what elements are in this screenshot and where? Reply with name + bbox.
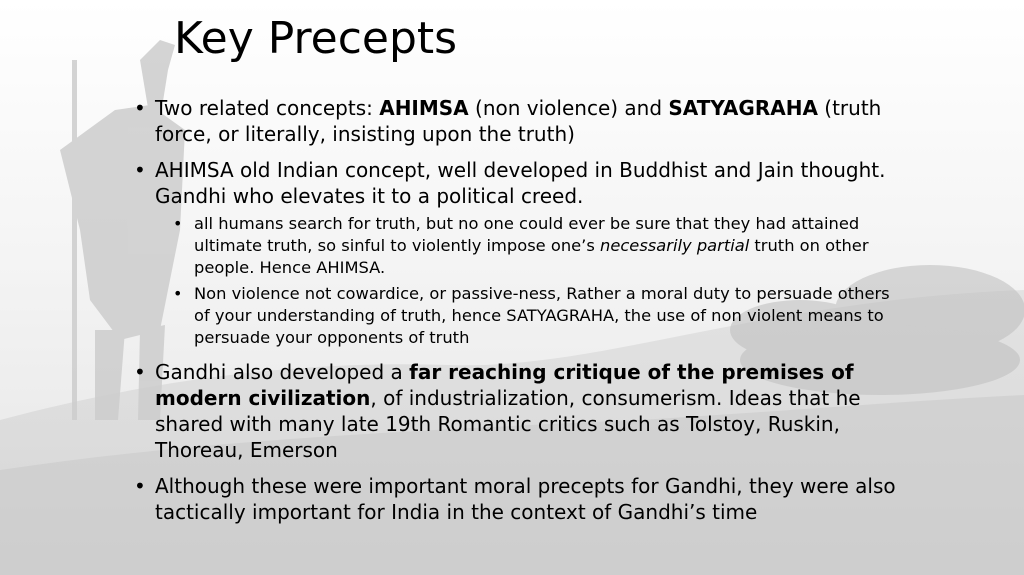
bullet-icon: • <box>173 214 183 233</box>
bullet-item: • Although these were important moral precepts for Gandhi, they were also tactically important for India in the context of Gandhi’s time <box>134 474 896 524</box>
bullet-item: • Two related concepts: AHIMSA (non violence) and SATYAGRAHA (truth force, or literally, insisting upon the truth) <box>134 96 882 146</box>
bullet-item: • Gandhi also developed a far reaching critique of the premises of modern civilization, of industrialization, consumerism. Ideas that he shared with many late 19th Romantic critics such as Tolstoy, Ruskin, Thoreau, Emerson <box>134 360 861 462</box>
slide-body <box>134 95 904 535</box>
sub-bullet-item: • all humans search for truth, but no one could ever be sure that they had attained ultimate truth, so sinful to violently impose one’s necessarily partial truth on other people. Hence AHIMSA. <box>173 214 869 277</box>
sub-bullet-list <box>173 213 904 349</box>
bullet-item: • AHIMSA old Indian concept, well developed in Buddhist and Jain thought. Gandhi who elevates it to a political creed. • all humans search for truth, but no one could ever be sure that they had attained ultimate truth, so sinful to violently impose one’s necessarily partial truth on other people. Hence AHIMSA. • Non violence not cowardice, or passive-ness, Rather a moral duty to persuade others of your understanding of truth, hence SATYAGRAHA, the use of non violent means to persuade your opponents of truth <box>134 157 904 349</box>
bullet-icon: • <box>134 96 146 120</box>
bullet-icon: • <box>134 474 146 498</box>
slide-title: Key Precepts <box>174 13 458 64</box>
bullet-icon: • <box>134 158 146 182</box>
bullet-icon: • <box>134 360 146 384</box>
sub-bullet-item: • Non violence not cowardice, or passive-ness, Rather a moral duty to persuade others of your understanding of truth, hence SATYAGRAHA, the use of non violent means to persuade your opponents of truth <box>173 284 890 347</box>
bullet-list <box>134 95 904 525</box>
bullet-icon: • <box>173 284 183 303</box>
